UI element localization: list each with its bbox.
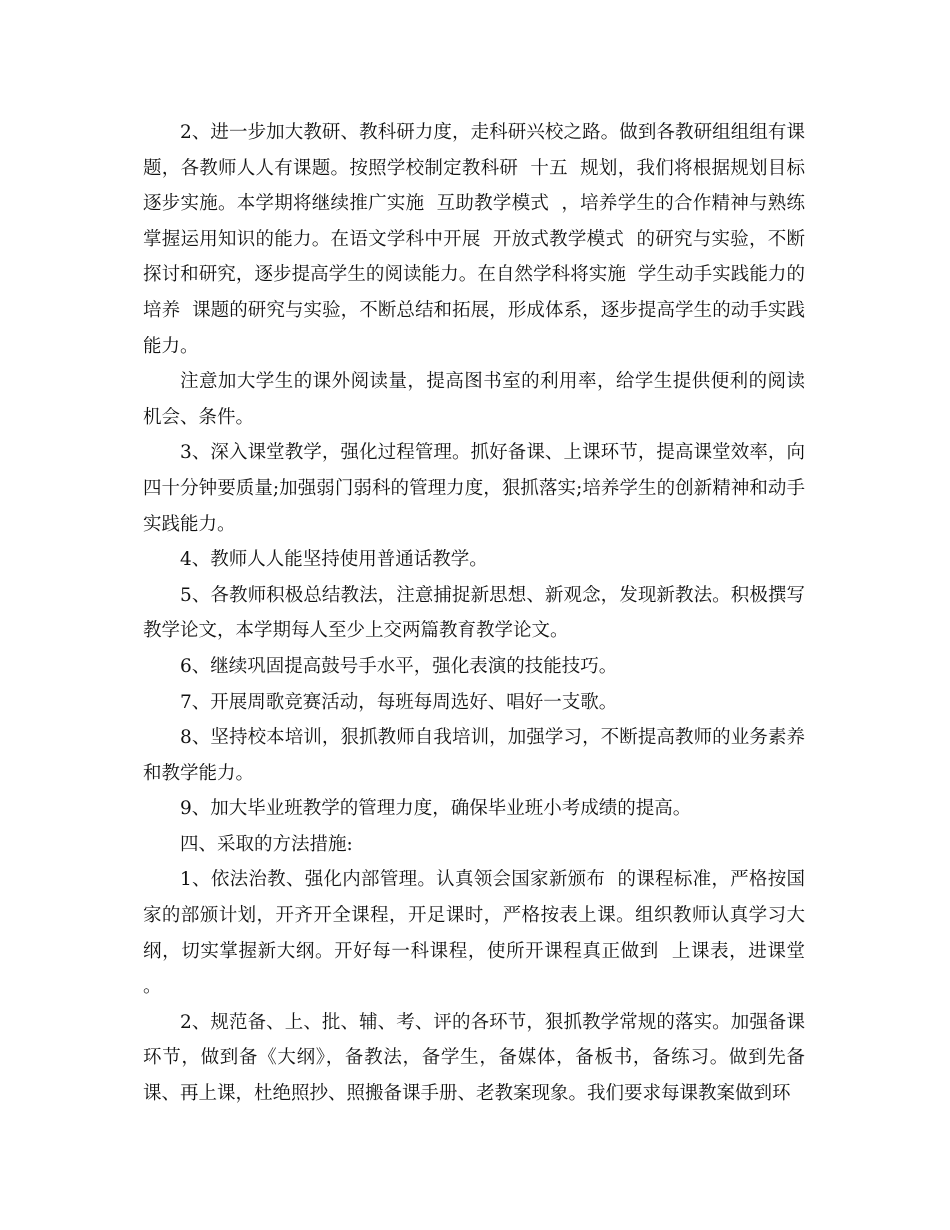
- paragraph-8: 8、坚持校本培训，狠抓教师自我培训，加强学习，不断提高教师的业务素养和教学能力。: [143, 727, 805, 784]
- document-body: [143, 115, 817, 1112]
- paragraph-1: 2、进一步加大教研、教科研力度，走科研兴校之路。做到各教研组组组有课题，各教师人人有课题。按照学校制定教科研 十五 规划，我们将根据规划目标逐步实施。本学期将继续推广实施 互助教学模式 ，培养学生的合作精神与熟练掌握运用知识的能力。在语文学科中开展 开放式教学模式 的研究与实验，不断探讨和研究，逐步提高学生的阅读能力。在自然学科将实施 学生动手实践能力的培养 课题的研究与实验，不断总结和拓展，形成体系，逐步提高学生的动手实践能力。: [143, 122, 805, 357]
- paragraph-3: 3、深入课堂教学，强化过程管理。抓好备课、上课环节，提高课堂效率，向四十分钟要质量;加强弱门弱科的管理力度，狠抓落实;培养学生的创新精神和动手实践能力。: [143, 442, 805, 535]
- paragraph-7: 7、开展周歌竞赛活动，每班每周选好、唱好一支歌。: [180, 691, 618, 713]
- paragraph-6: 6、继续巩固提高鼓号手水平，强化表演的技能技巧。: [180, 655, 618, 677]
- paragraph-10: 1、依法治教、强化内部管理。认真领会国家新颁布 的课程标准，严格按国家的部颁计划，开齐开全课程，开足课时，严格按表上课。组织教师认真学习大纲，切实掌握新大纲。开好每一科课程，使所开课程真正做到 上课表，进课堂 。: [143, 869, 817, 998]
- paragraph-2: 注意加大学生的课外阅读量，提高图书室的利用率，给学生提供便利的阅读机会、条件。: [143, 371, 805, 428]
- paragraph-9: 9、加大毕业班教学的管理力度，确保毕业班小考成绩的提高。: [180, 798, 692, 820]
- section-heading: 四、采取的方法措施:: [180, 833, 353, 855]
- paragraph-4: 4、教师人人能坚持使用普通话教学。: [180, 549, 488, 571]
- paragraph-5: 5、各教师积极总结教法，注意捕捉新思想、新观念，发现新教法。积极撰写教学论文，本学期每人至少上交两篇教育教学论文。: [143, 584, 805, 642]
- paragraph-11: 2、规范备、上、批、辅、考、评的各环节，狠抓教学常规的落实。加强备课环节，做到备《大纲》，备教法，备学生，备媒体，备板书，备练习。做到先备课、再上课，杜绝照抄、照搬备课手册、老教案现象。我们要求每课教案做到环: [143, 1011, 805, 1105]
